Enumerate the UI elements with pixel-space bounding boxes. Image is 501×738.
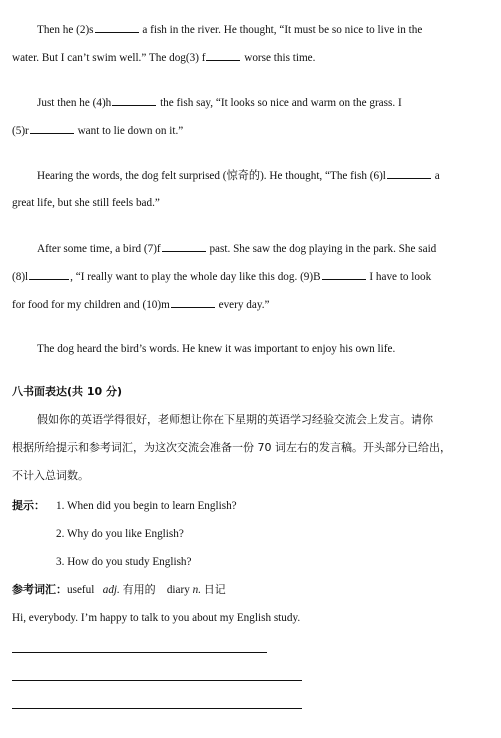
answer-blank-5[interactable] [30, 123, 74, 134]
answer-blank-7[interactable] [162, 241, 206, 252]
passage-text: Hearing the words, the dog felt surprised (惊奇的). He thought, “The fish (6)l [37, 170, 386, 182]
vocab-meaning: 日记 [203, 583, 226, 596]
answer-blank-10[interactable] [171, 297, 215, 308]
writing-line[interactable] [12, 652, 267, 653]
passage-text: past. She saw the dog playing in the park. She said [206, 243, 437, 255]
answer-blank-6[interactable] [387, 168, 431, 179]
passage-text: a fish in the river. He thought, “It must be so nice to live in the [139, 24, 423, 36]
passage-line [12, 269, 494, 284]
tip-item: 1. When did you begin to learn English? [56, 500, 237, 512]
vocab-pos: adj. [102, 584, 120, 596]
answer-blank-2[interactable] [95, 22, 139, 33]
vocab-pos: n. [192, 584, 201, 596]
vocab-row [12, 583, 494, 597]
writing-line[interactable] [12, 680, 302, 681]
passage-line [12, 123, 494, 138]
passage-text: (5)r [12, 125, 29, 137]
instruction-line: 根据所给提示和参考词汇，为这次交流会准备一份 70 词左右的发言稿。开头部分已给出， [12, 441, 451, 454]
passage-line [12, 297, 494, 312]
passage-text: worse this time. [241, 52, 316, 64]
answer-blank-4[interactable] [112, 95, 156, 106]
instruction-line: 不计入总词数。 [12, 469, 89, 482]
tip-item: 2. Why do you like English? [56, 528, 184, 540]
passage-text: (8)l [12, 271, 29, 283]
answer-blank-3[interactable] [206, 50, 240, 61]
passage-text: want to lie down on it.” [74, 125, 184, 137]
passage-line [37, 95, 501, 110]
passage-text: the fish say, “It looks so nice and warm on the grass. I [157, 97, 402, 109]
essay-opening: Hi, everybody. I’m happy to talk to you about my English study. [12, 612, 301, 624]
vocab-meaning: 有用的 [122, 583, 156, 596]
passage-line [37, 22, 501, 37]
answer-blank-9[interactable] [322, 269, 366, 280]
vocab-label: 参考词汇： [12, 583, 67, 596]
passage-text: water. But I can’t swim well.” The dog(3) f [12, 52, 206, 64]
passage-line [12, 50, 494, 65]
answer-blank-8[interactable] [29, 269, 69, 280]
passage-line: great life, but she still feels bad.” [12, 197, 160, 209]
passage-text: I have to look [366, 271, 432, 283]
vocab-word: diary [166, 584, 190, 596]
tip-item: 3. How do you study English? [56, 556, 192, 568]
passage-text: After some time, a bird (7)f [37, 243, 161, 255]
writing-line[interactable] [12, 708, 302, 709]
tips-row [12, 499, 494, 513]
passage-line: The dog heard the bird’s words. He knew it was important to enjoy his own life. [37, 343, 396, 355]
passage-text: for food for my children and (10)m [12, 299, 170, 311]
passage-text: Just then he (4)h [37, 97, 112, 109]
passage-line [37, 168, 501, 183]
vocab-word: useful [67, 584, 95, 596]
passage-text: every day.” [215, 299, 270, 311]
passage-line [37, 241, 501, 256]
section-heading: 八书面表达(共 10 分) [12, 385, 123, 398]
passage-text: a [431, 170, 440, 182]
passage-text: Then he (2)s [37, 24, 94, 36]
tips-label: 提示： [12, 499, 45, 512]
passage-text: , “I really want to play the whole day like this dog. (9)B [70, 271, 321, 283]
instruction-line: 假如你的英语学得很好，老师想让你在下星期的英语学习经验交流会上发言。请你 [37, 413, 433, 426]
